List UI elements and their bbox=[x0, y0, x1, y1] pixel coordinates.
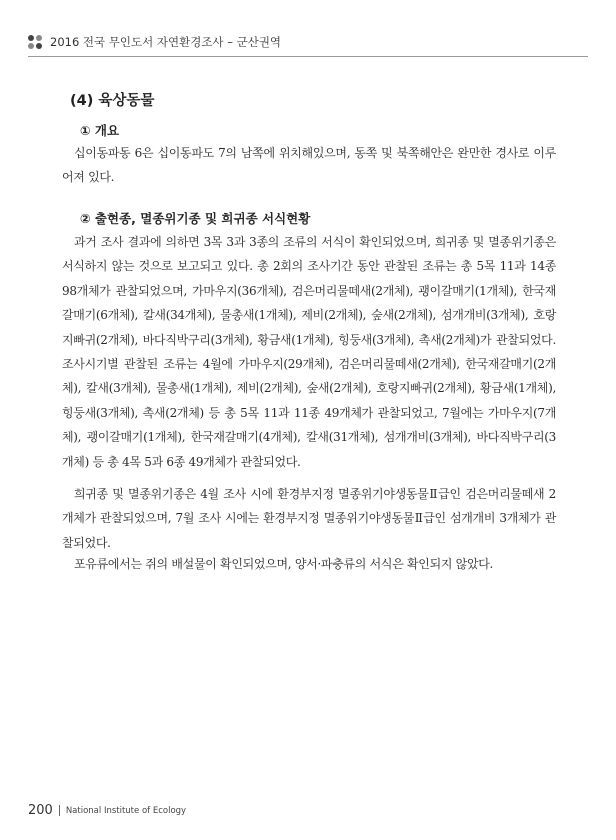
overview-paragraph bbox=[62, 141, 556, 190]
species-paragraph-1-text: 과거 조사 결과에 의하면 3목 3과 3종의 조류의 서식이 확인되었으며, 희귀종 및 멸종위기종은 서식하지 않는 것으로 보고되고 있다. 총 2회의 조사기간 동안 관찰된 조류는 총 5목 11과 14종 98개체가 관찰되었으며, 가마우지(36개체), 검은머리물떼새(2개체), 괭이갈매기(1개체), 한국재갈매기(6개체), 칼새(34개체), 물총새(1개체), 제비(2개체), 숲새(2개체), 섬개개비(3개체), 호랑지빠귀(2개체), 바다직박구리(3개체), 황금새(1개체), 힝둥새(3개체), 촉새(2개체)가 관찰되었다. 조사시기별 관찰된 조류는 4월에 가마우지(29개체), 검은머리물떼새(2개체), 한국재갈매기(2개체), 칼새(3개체), 물총새(1개체), 제비(2개체), 숲새(2개체), 호랑지빠귀(2개체), 황금새(1개체), 힝둥새(3개체), 촉새(2개체) 등 총 5목 11과 11종 49개체가 관찰되었고, 7월에는 가마우지(7개체), 괭이갈매기(1개체), 한국재갈매기(4개체), 칼새(31개체), 섬개개비(3개체), 바다직박구리(3개체) 등 총 4목 5과 6종 49개체가 관찰되었다. bbox=[62, 235, 556, 469]
page-footer bbox=[28, 803, 186, 818]
overview-text: 십이동파동 6은 십이동파도 7의 남쪽에 위치해있으며, 동쪽 및 북쪽해안은 완만한 경사로 이루어져 있다. bbox=[62, 146, 556, 185]
species-paragraph-2-text: 희귀종 및 멸종위기종은 4월 조사 시에 환경부지정 멸종위기야생동물Ⅱ급인 검은머리물떼새 2개체가 관찰되었으며, 7월 조사 시에는 환경부지정 멸종위기야생동물Ⅱ급인 섬개개비 3개체가 관찰되었다. bbox=[62, 487, 556, 550]
header-divider bbox=[28, 56, 588, 57]
subsection-species-title: ② 출현종, 멸종위기종 및 희귀종 서식현황 bbox=[80, 211, 311, 226]
header-title: 2016 전국 무인도서 자연환경조사 – 군산권역 bbox=[50, 35, 282, 49]
subsection-overview-title: ① 개요 bbox=[80, 123, 120, 138]
species-paragraph-3-text: 포유류에서는 쥐의 배설물이 확인되었으며, 양서·파충류의 서식은 확인되지 않았다. bbox=[74, 557, 494, 571]
species-paragraph-1 bbox=[62, 230, 556, 474]
page-number: 200 bbox=[28, 803, 53, 818]
species-paragraph-3 bbox=[62, 552, 556, 576]
header-dots-icon bbox=[28, 35, 42, 49]
species-paragraph-2 bbox=[62, 482, 556, 555]
section-title: (4) 육상동물 bbox=[70, 93, 155, 109]
footer-divider bbox=[59, 805, 60, 816]
running-header bbox=[28, 34, 588, 50]
footer-organization: National Institute of Ecology bbox=[65, 805, 187, 816]
